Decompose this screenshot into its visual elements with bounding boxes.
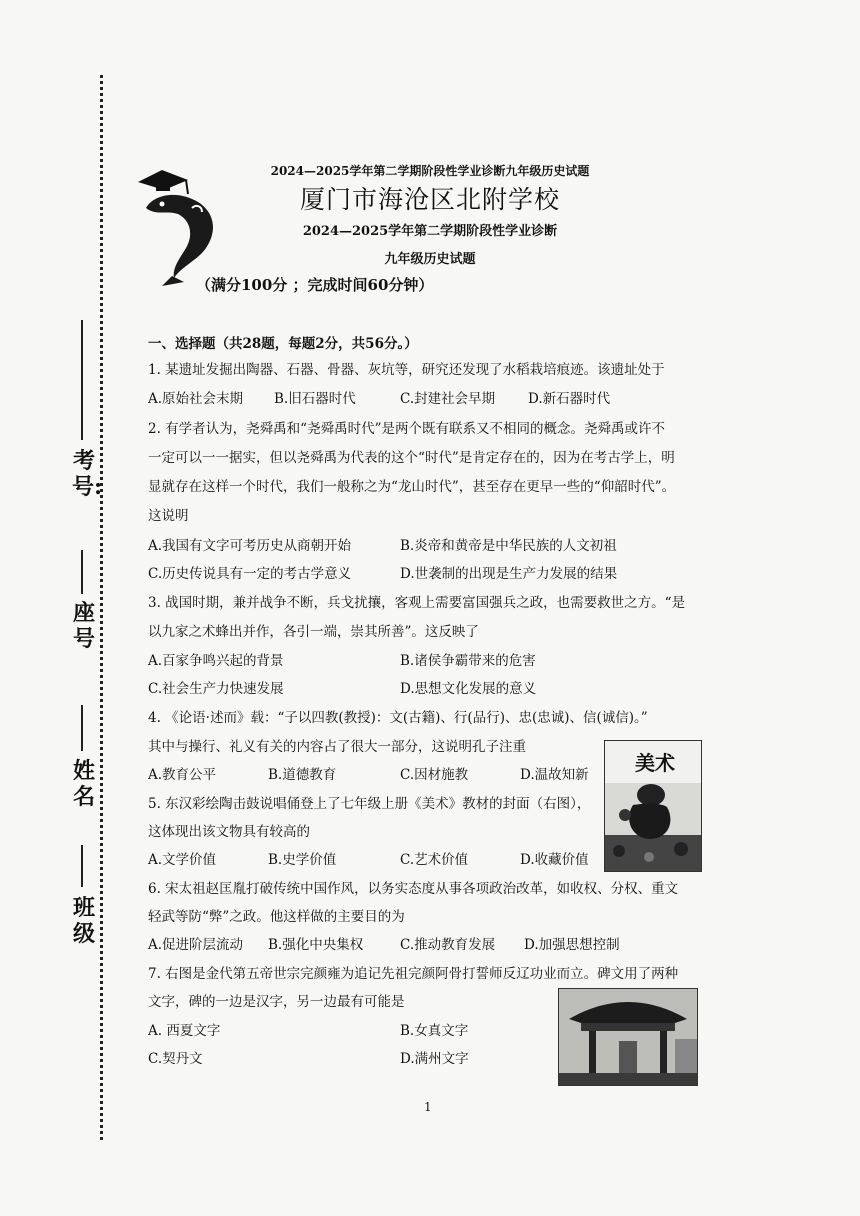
- question-3-stem-line: 3. 战国时期，兼并战争不断，兵戈扰攘，客观上需要富国强兵之政，也需要救世之方。“是: [148, 595, 686, 611]
- option[interactable]: C.因材施教: [400, 767, 469, 783]
- question-3-stem-line: 以九家之术蜂出并作，各引一端，崇其所善”。这反映了: [148, 624, 479, 640]
- name-fill-line: [81, 705, 83, 751]
- question-2-stem-line: 显就存在这样一个时代，我们一般称之为“龙山时代”，甚至存在更早一些的“仰韶时代”。: [148, 479, 676, 495]
- option[interactable]: A. 西夏文字: [148, 1023, 221, 1039]
- option[interactable]: C.社会生产力快速发展: [148, 681, 284, 697]
- option[interactable]: C.推动教育发展: [400, 937, 496, 953]
- page-number: 1: [424, 1100, 432, 1114]
- option[interactable]: D.收藏价值: [520, 852, 589, 868]
- cover-title: 美术: [635, 751, 675, 775]
- header-subtitle: 2024—2025学年第二学期阶段性学业诊断: [302, 224, 558, 239]
- option[interactable]: D.温故知新: [520, 767, 589, 783]
- option[interactable]: B.强化中央集权: [268, 937, 364, 953]
- class-fill-line: [81, 845, 83, 887]
- school-name: 厦门市海沧区北附学校: [299, 185, 560, 214]
- option[interactable]: B.女真文字: [400, 1023, 469, 1039]
- option[interactable]: B.旧石器时代: [274, 391, 356, 407]
- seat-label: 座号: [72, 600, 95, 652]
- question-5-stem-line: 5. 东汉彩绘陶击鼓说唱俑登上了七年级上册《美术》教材的封面（右图），: [148, 796, 591, 812]
- option[interactable]: D.新石器时代: [528, 391, 611, 407]
- option[interactable]: C.艺术价值: [400, 852, 469, 868]
- option[interactable]: B.诸侯争霸带来的危害: [400, 653, 536, 669]
- question-4-stem-line: 4. 《论语·述而》载：“子以四教(教授)：文(古籍)、行(品行)、忠(忠诚)、信(诚信)。”: [148, 710, 648, 726]
- pavilion-icon: [559, 989, 697, 1085]
- question-5-stem-line: 这体现出该文物具有较高的: [148, 824, 310, 840]
- question-6-stem-line: 6. 宋太祖赵匡胤打破传统中国作风，以务实态度从事各项政治改革，如收权、分权、重文: [148, 881, 679, 897]
- option[interactable]: D.思想文化发展的意义: [400, 681, 537, 697]
- option[interactable]: C.封建社会早期: [400, 391, 496, 407]
- exam-no-fill-line: [81, 320, 83, 440]
- option[interactable]: A.文学价值: [148, 852, 217, 868]
- option[interactable]: A.教育公平: [148, 767, 217, 783]
- question-7-stem-line: 7. 右图是金代第五帝世宗完颜雍为追记先祖完颜阿骨打誓师反辽功业而立。碑文用了两种: [148, 966, 679, 982]
- seat-fill-line: [81, 550, 83, 594]
- question-7-stem-line: 文字，碑的一边是汉字，另一边最有可能是: [148, 994, 405, 1010]
- name-label: 姓名: [72, 758, 95, 810]
- section-title: 一、选择题（共28题，每题2分，共56分。）: [148, 336, 418, 352]
- exam-no-label: 考 号:: [72, 448, 103, 500]
- question-4-stem-line: 其中与操行、礼义有关的内容占了很大一部分，这说明孔子注重: [148, 739, 526, 755]
- question-2-stem-line: 一定可以一一据实，但以尧舜禹为代表的这个“时代”是肯定存在的，因为在考古学上，明: [148, 450, 675, 466]
- header-subject: 九年级历史试题: [384, 252, 476, 267]
- question-6-stem-line: 轻武等防“弊”之政。他这样做的主要目的为: [148, 909, 405, 925]
- stele-pavilion-image: [558, 988, 698, 1086]
- option[interactable]: B.史学价值: [268, 852, 337, 868]
- option[interactable]: A.百家争鸣兴起的背景: [148, 653, 284, 669]
- option[interactable]: D.加强思想控制: [524, 937, 620, 953]
- exam-info: （满分100分 ；完成时间60分钟）: [196, 276, 434, 294]
- option[interactable]: D.满州文字: [400, 1051, 469, 1067]
- option[interactable]: B.炎帝和黄帝是中华民族的人文初祖: [400, 538, 617, 554]
- header-small-title: 2024—2025学年第二学期阶段性学业诊断九年级历史试题: [270, 164, 590, 178]
- option[interactable]: D.世袭制的出现是生产力发展的结果: [400, 566, 618, 582]
- textbook-cover-image: [604, 740, 702, 872]
- option[interactable]: C.历史传说具有一定的考古学意义: [148, 566, 352, 582]
- question-1-stem: 1. 某遗址发掘出陶器、石器、骨器、灰坑等，研究还发现了水稻栽培痕迹。该遗址处于: [148, 362, 665, 378]
- question-2-stem-line: 2. 有学者认为，尧舜禹和“尧舜禹时代”是两个既有联系又不相同的概念。尧舜禹或许不: [148, 421, 665, 437]
- class-label: 班级: [72, 895, 95, 947]
- option[interactable]: A.原始社会末期: [148, 391, 244, 407]
- option[interactable]: C.契丹文: [148, 1051, 203, 1067]
- question-2-stem-line: 这说明: [148, 508, 189, 524]
- option[interactable]: B.道德教育: [268, 767, 337, 783]
- pottery-figurine-icon: [605, 777, 701, 871]
- option[interactable]: A.我国有文字可考历史从商朝开始: [148, 538, 352, 554]
- option[interactable]: A.促进阶层流动: [148, 937, 244, 953]
